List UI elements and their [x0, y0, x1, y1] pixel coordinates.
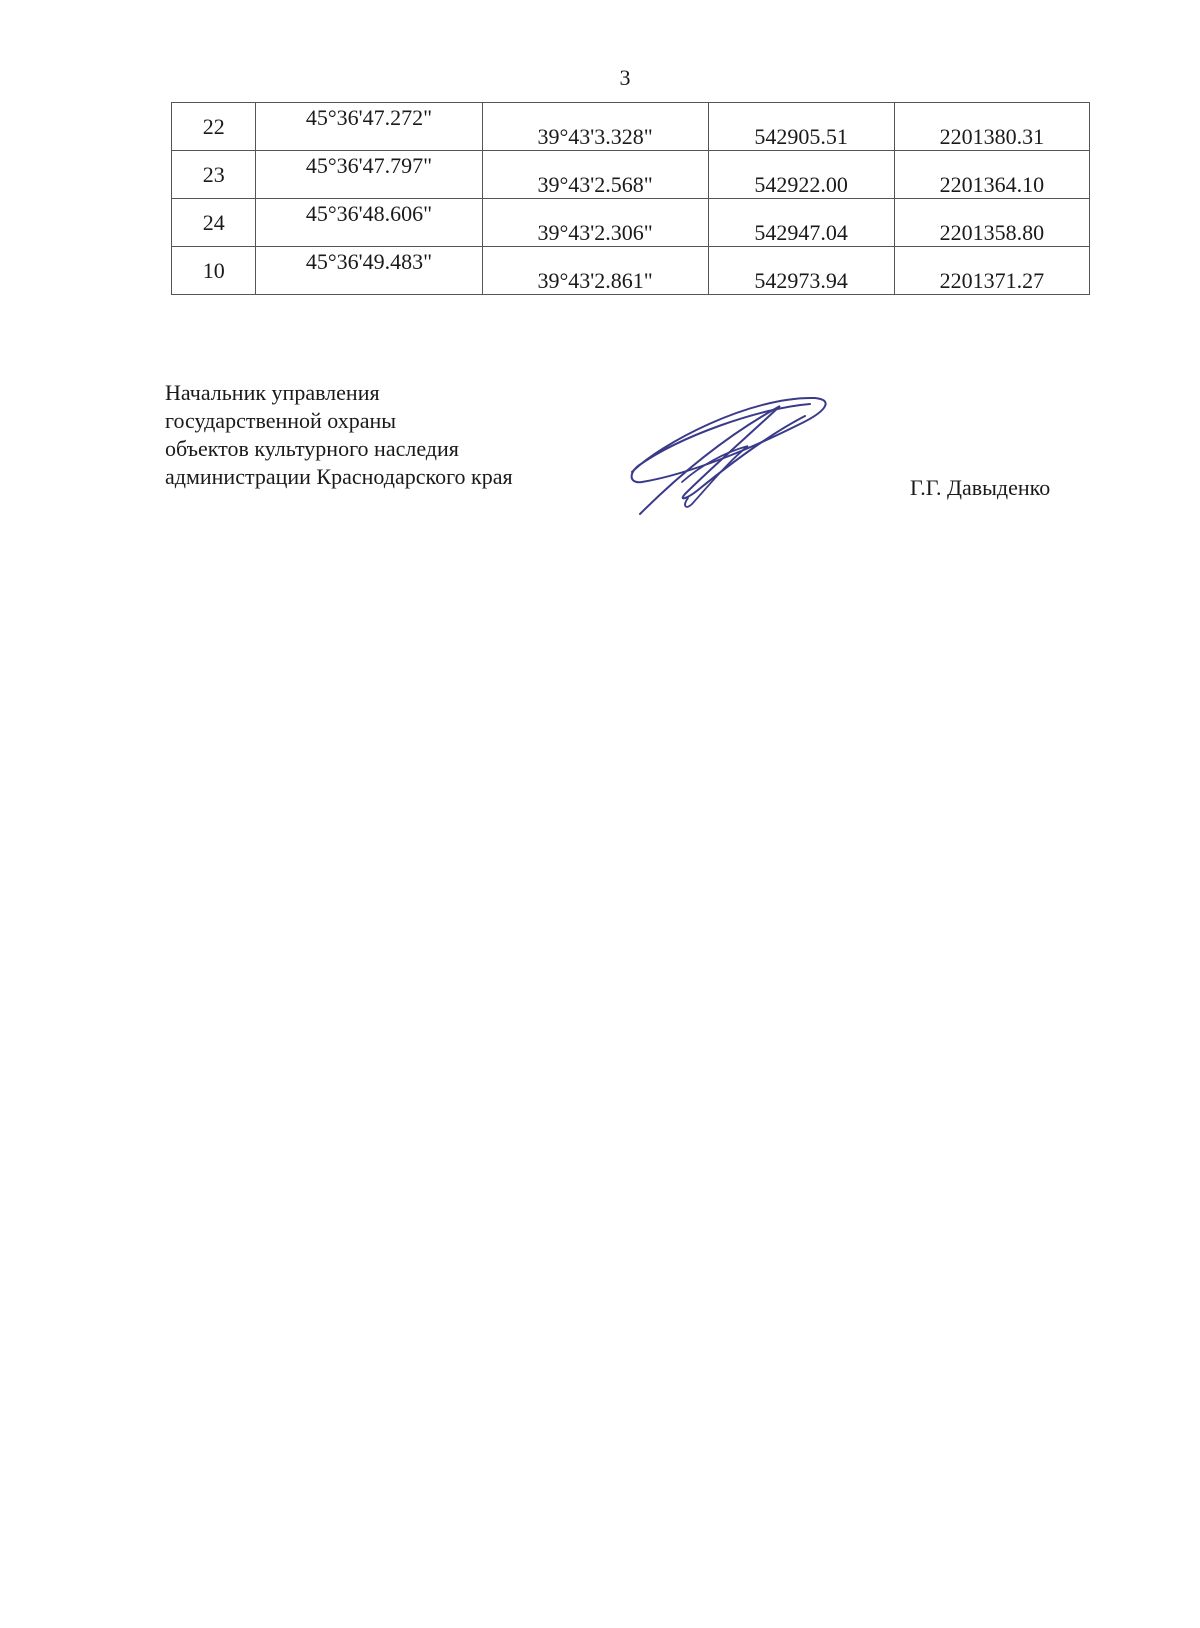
longitude-cell: 39°43'2.568" [482, 151, 708, 199]
signatory-title-line: государственной охраны [165, 408, 397, 433]
longitude-cell: 39°43'3.328" [482, 103, 708, 151]
signature-stroke-loop [632, 398, 826, 482]
point-number-cell: 10 [172, 247, 256, 295]
page-number: 3 [619, 65, 631, 90]
signatory-title-line: объектов культурного наследия [165, 436, 459, 461]
signatory-title [165, 379, 513, 491]
latitude-cell: 45°36'47.272" [256, 103, 482, 151]
table-row [172, 199, 1090, 247]
point-number-cell: 22 [172, 103, 256, 151]
table-row [172, 247, 1090, 295]
x-coordinate-cell: 542973.94 [708, 247, 894, 295]
signatory-title-line: Начальник управления [165, 380, 380, 405]
longitude-cell: 39°43'2.306" [482, 199, 708, 247]
x-coordinate-cell: 542947.04 [708, 199, 894, 247]
x-coordinate-cell: 542905.51 [708, 103, 894, 151]
signer-name: Г.Г. Давыденко [910, 475, 1051, 500]
y-coordinate-cell: 2201371.27 [894, 247, 1089, 295]
point-number-cell: 24 [172, 199, 256, 247]
y-coordinate-cell: 2201358.80 [894, 199, 1089, 247]
x-coordinate-cell: 542922.00 [708, 151, 894, 199]
handwritten-signature [630, 394, 850, 522]
point-number-cell: 23 [172, 151, 256, 199]
table-row [172, 151, 1090, 199]
latitude-cell: 45°36'47.797" [256, 151, 482, 199]
latitude-cell: 45°36'48.606" [256, 199, 482, 247]
signature-stroke-diagonal [640, 406, 805, 514]
coordinates-table [171, 102, 1090, 295]
y-coordinate-cell: 2201380.31 [894, 103, 1089, 151]
y-coordinate-cell: 2201364.10 [894, 151, 1089, 199]
longitude-cell: 39°43'2.861" [482, 247, 708, 295]
signatory-title-line: администрации Краснодарского края [165, 464, 513, 489]
table-row [172, 103, 1090, 151]
latitude-cell: 45°36'49.483" [256, 247, 482, 295]
